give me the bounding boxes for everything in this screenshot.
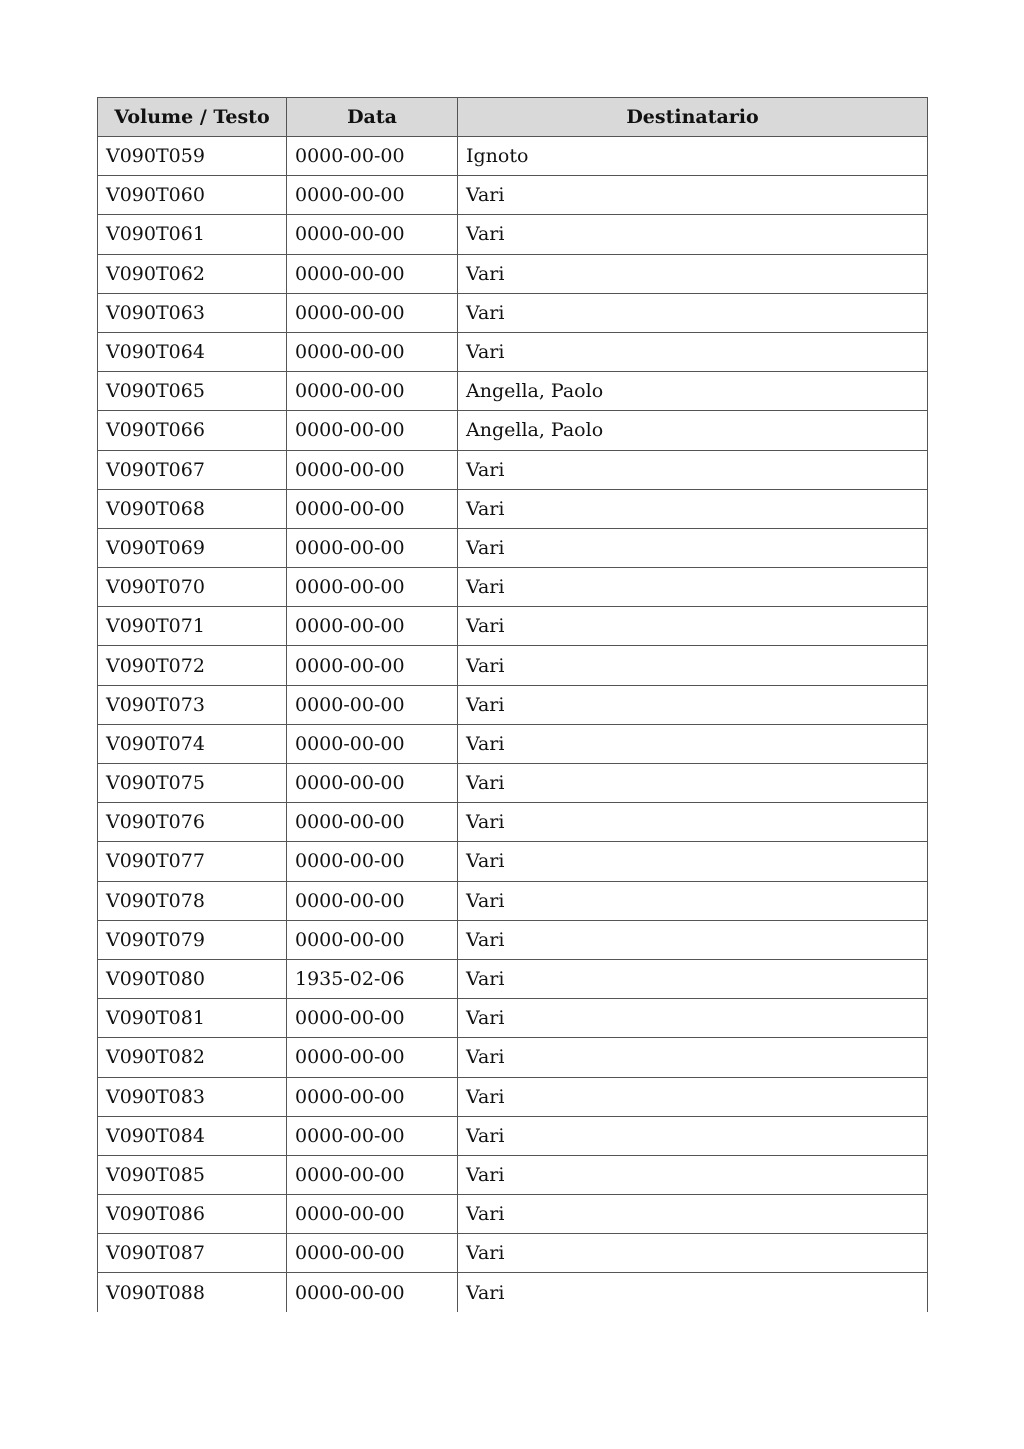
cell-data: 0000-00-00 [287,254,458,293]
cell-data: 0000-00-00 [287,999,458,1038]
cell-data: 0000-00-00 [287,920,458,959]
cell-destinatario: Vari [458,607,928,646]
cell-data: 0000-00-00 [287,489,458,528]
cell-data: 0000-00-00 [287,803,458,842]
cell-data: 0000-00-00 [287,137,458,176]
cell-volume-testo: V090T068 [98,489,287,528]
table-row [98,372,928,411]
cell-destinatario: Vari [458,1273,928,1312]
cell-volume-testo: V090T077 [98,842,287,881]
cell-volume-testo: V090T073 [98,685,287,724]
cell-destinatario: Vari [458,1116,928,1155]
cell-data: 0000-00-00 [287,411,458,450]
table-row [98,999,928,1038]
cell-data: 0000-00-00 [287,1273,458,1312]
table-row [98,1077,928,1116]
table-row [98,607,928,646]
cell-destinatario: Vari [458,959,928,998]
table-row [98,685,928,724]
letters-table [97,97,928,1312]
cell-destinatario: Vari [458,646,928,685]
table-row [98,1116,928,1155]
cell-volume-testo: V090T088 [98,1273,287,1312]
cell-data: 0000-00-00 [287,842,458,881]
cell-data: 0000-00-00 [287,372,458,411]
column-header-data: Data [287,98,458,137]
cell-destinatario: Vari [458,1155,928,1194]
cell-destinatario: Vari [458,724,928,763]
table-row [98,137,928,176]
cell-destinatario: Vari [458,215,928,254]
cell-volume-testo: V090T072 [98,646,287,685]
cell-volume-testo: V090T061 [98,215,287,254]
cell-volume-testo: V090T063 [98,293,287,332]
cell-data: 0000-00-00 [287,528,458,567]
table-row [98,1038,928,1077]
cell-volume-testo: V090T065 [98,372,287,411]
table-row [98,1195,928,1234]
cell-destinatario: Vari [458,176,928,215]
cell-data: 0000-00-00 [287,215,458,254]
cell-volume-testo: V090T087 [98,1234,287,1273]
cell-volume-testo: V090T067 [98,450,287,489]
cell-volume-testo: V090T079 [98,920,287,959]
table-row [98,881,928,920]
cell-destinatario: Vari [458,842,928,881]
table-row [98,1234,928,1273]
cell-data: 0000-00-00 [287,764,458,803]
cell-volume-testo: V090T070 [98,568,287,607]
cell-volume-testo: V090T074 [98,724,287,763]
table-row [98,489,928,528]
cell-data: 0000-00-00 [287,1155,458,1194]
cell-destinatario: Vari [458,293,928,332]
table-row [98,764,928,803]
cell-destinatario: Vari [458,1195,928,1234]
table-row [98,215,928,254]
cell-data: 0000-00-00 [287,450,458,489]
cell-volume-testo: V090T062 [98,254,287,293]
cell-data: 0000-00-00 [287,646,458,685]
cell-destinatario: Ignoto [458,137,928,176]
cell-data: 0000-00-00 [287,568,458,607]
cell-destinatario: Vari [458,1077,928,1116]
cell-destinatario: Vari [458,1234,928,1273]
cell-destinatario: Vari [458,803,928,842]
cell-data: 0000-00-00 [287,1234,458,1273]
cell-destinatario: Vari [458,332,928,371]
cell-volume-testo: V090T069 [98,528,287,567]
cell-destinatario: Vari [458,999,928,1038]
cell-data: 0000-00-00 [287,1195,458,1234]
cell-volume-testo: V090T084 [98,1116,287,1155]
cell-destinatario: Angella, Paolo [458,372,928,411]
cell-volume-testo: V090T080 [98,959,287,998]
cell-volume-testo: V090T082 [98,1038,287,1077]
cell-data: 0000-00-00 [287,1077,458,1116]
cell-destinatario: Vari [458,489,928,528]
cell-volume-testo: V090T085 [98,1155,287,1194]
table-body [98,137,928,1313]
table-header-row [98,98,928,137]
cell-data: 0000-00-00 [287,293,458,332]
cell-data: 0000-00-00 [287,332,458,371]
cell-destinatario: Vari [458,881,928,920]
cell-destinatario: Vari [458,1038,928,1077]
cell-volume-testo: V090T066 [98,411,287,450]
cell-data: 0000-00-00 [287,1038,458,1077]
cell-volume-testo: V090T076 [98,803,287,842]
table-row [98,254,928,293]
cell-data: 0000-00-00 [287,724,458,763]
cell-destinatario: Angella, Paolo [458,411,928,450]
cell-volume-testo: V090T083 [98,1077,287,1116]
cell-volume-testo: V090T075 [98,764,287,803]
cell-data: 0000-00-00 [287,1116,458,1155]
cell-volume-testo: V090T060 [98,176,287,215]
cell-data: 0000-00-00 [287,685,458,724]
table-row [98,176,928,215]
table-row [98,646,928,685]
column-header-volume-testo: Volume / Testo [98,98,287,137]
cell-destinatario: Vari [458,920,928,959]
cell-volume-testo: V090T059 [98,137,287,176]
cell-destinatario: Vari [458,685,928,724]
table-row [98,528,928,567]
table-row [98,1273,928,1312]
cell-volume-testo: V090T081 [98,999,287,1038]
table-row [98,959,928,998]
table-row [98,1155,928,1194]
cell-destinatario: Vari [458,254,928,293]
table-row [98,411,928,450]
cell-data: 0000-00-00 [287,607,458,646]
column-header-destinatario: Destinatario [458,98,928,137]
table-row [98,568,928,607]
table-row [98,332,928,371]
cell-volume-testo: V090T086 [98,1195,287,1234]
cell-volume-testo: V090T071 [98,607,287,646]
table-row [98,724,928,763]
cell-volume-testo: V090T064 [98,332,287,371]
cell-data: 0000-00-00 [287,881,458,920]
cell-destinatario: Vari [458,528,928,567]
cell-destinatario: Vari [458,764,928,803]
table-row [98,293,928,332]
cell-data: 1935-02-06 [287,959,458,998]
table-row [98,450,928,489]
table-row [98,842,928,881]
cell-data: 0000-00-00 [287,176,458,215]
table-row [98,920,928,959]
table-row [98,803,928,842]
cell-volume-testo: V090T078 [98,881,287,920]
cell-destinatario: Vari [458,450,928,489]
cell-destinatario: Vari [458,568,928,607]
